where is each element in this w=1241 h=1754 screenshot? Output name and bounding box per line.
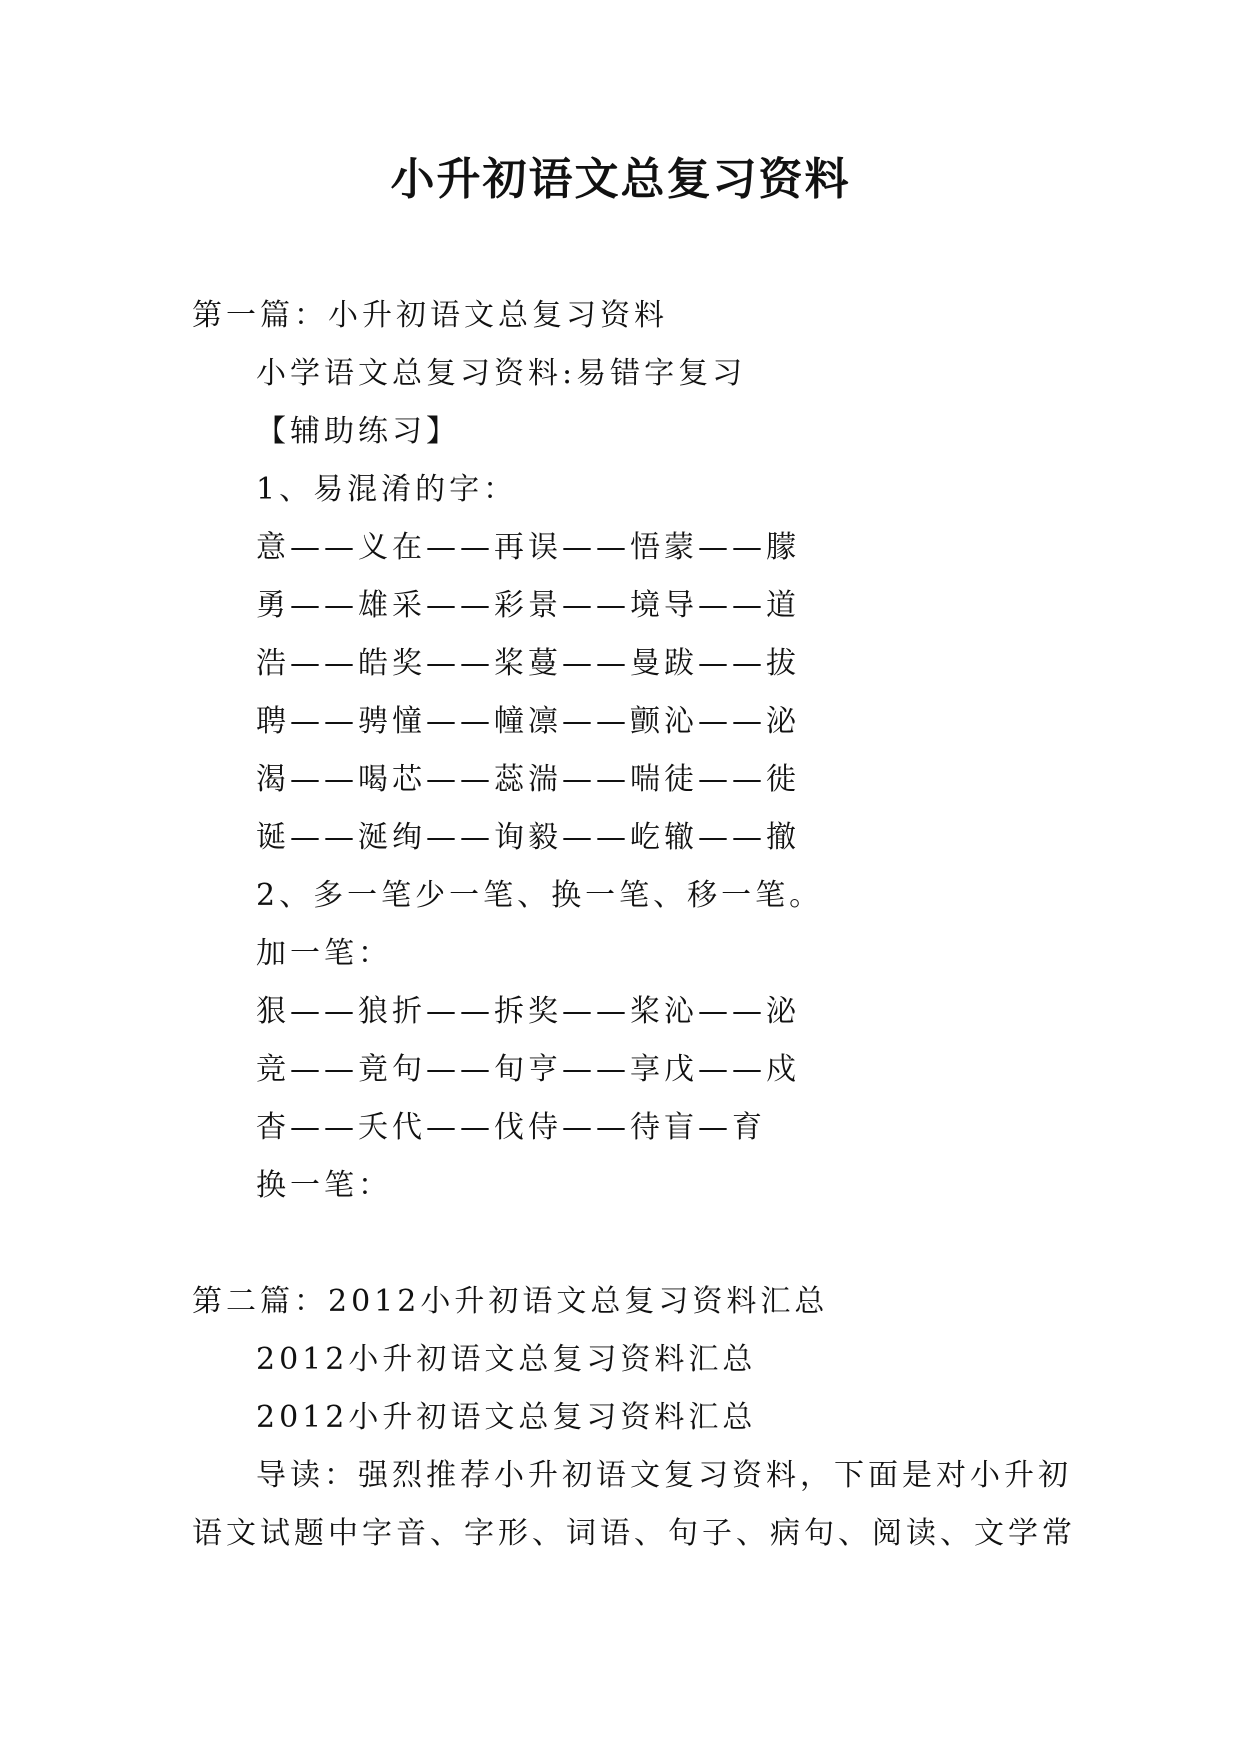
paragraph-line: 渴——喝芯——蕊湍——喘徒——徙	[256, 762, 800, 797]
document-title: 小升初语文总复习资料	[390, 154, 851, 205]
paragraph-line: 2012小升初语文总复习资料汇总	[256, 1400, 757, 1435]
section-heading-1: 第一篇：小升初语文总复习资料	[192, 298, 668, 333]
paragraph-line: 2012小升初语文总复习资料汇总	[256, 1342, 757, 1377]
paragraph-line: 语文试题中字音、字形、词语、句子、病句、阅读、文学常	[192, 1516, 1076, 1551]
paragraph-line: 1、易混淆的字：	[256, 472, 518, 507]
paragraph-line: 小学语文总复习资料:易错字复习	[256, 356, 747, 391]
paragraph-line: 2、多一笔少一笔、换一笔、移一笔。	[256, 878, 824, 913]
paragraph-line: 【辅助练习】	[256, 414, 460, 449]
paragraph-line: 勇——雄采——彩景——境导——道	[256, 588, 800, 623]
section-heading-2: 第二篇：2012小升初语文总复习资料汇总	[192, 1284, 829, 1319]
paragraph-line: 聘——骋憧——幢凛——颤沁——泌	[256, 704, 800, 739]
paragraph-line: 加一笔：	[256, 936, 392, 971]
paragraph-line: 导读：强烈推荐小升初语文复习资料，下面是对小升初	[256, 1458, 1072, 1493]
section-gap	[192, 1215, 1072, 1273]
paragraph-line: 浩——皓奖——桨蔓——曼跋——拔	[256, 646, 800, 681]
paragraph-line: 竞——竟句——旬亨——享戊——戍	[256, 1052, 800, 1087]
paragraph-line: 诞——涎绚——询毅——屹辙——撤	[256, 820, 800, 855]
paragraph-line: 换一笔：	[256, 1168, 392, 1203]
document-body	[192, 287, 1076, 1563]
paragraph-line: 意——义在——再误——悟蒙——朦	[256, 530, 800, 565]
paragraph-line: 狠——狼折——拆奖——桨沁——泌	[256, 994, 800, 1029]
paragraph-line: 杳——夭代——伐侍——待盲—育	[256, 1110, 766, 1145]
